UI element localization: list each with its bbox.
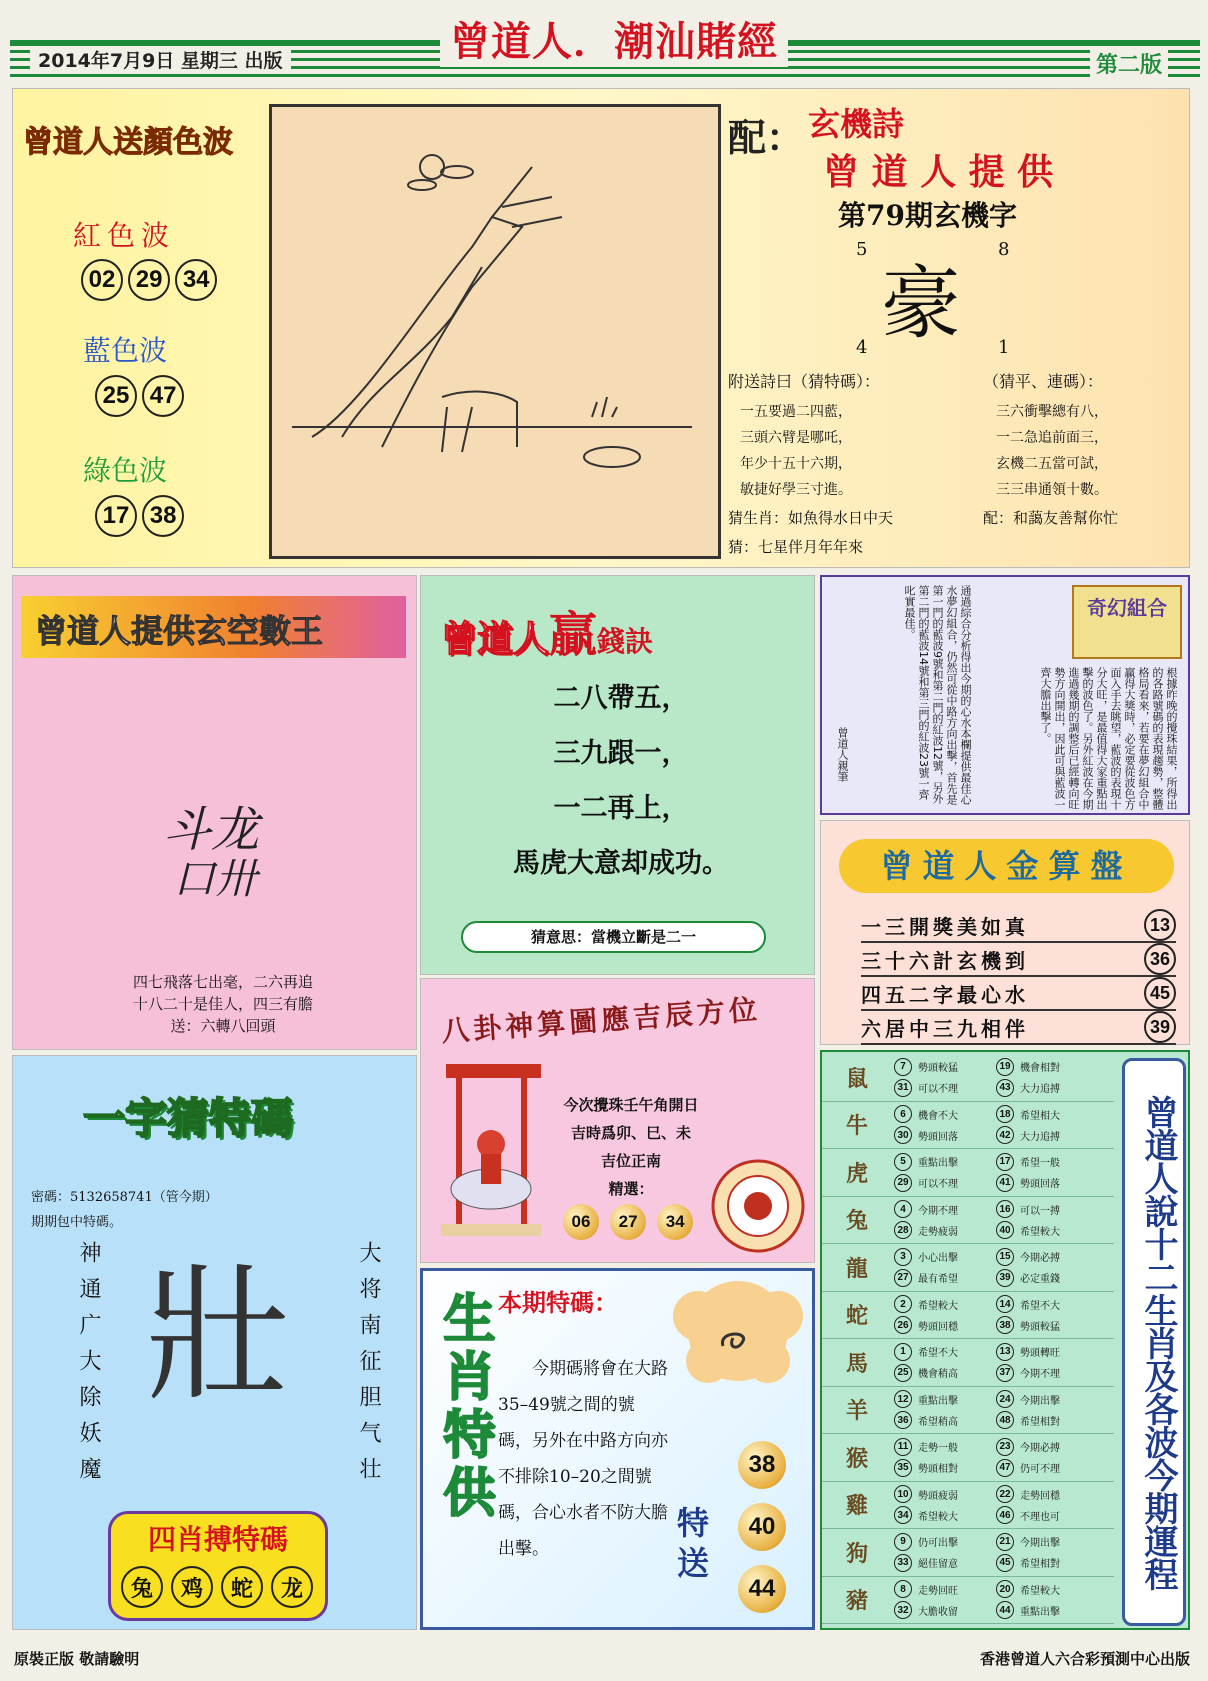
fortune-text: 大膽收留 — [918, 1606, 958, 1618]
red-wave-label: 紅色波 — [73, 219, 176, 252]
header — [10, 10, 1200, 80]
wave-number: 29 — [128, 259, 170, 301]
fortune-text: 仍可不理 — [1020, 1464, 1060, 1476]
fortune-text: 希望不大 — [1020, 1300, 1060, 1312]
zodiac-number: 5 — [894, 1153, 912, 1171]
wave-number: 02 — [81, 259, 123, 301]
zodiac-animal-icon: 雞 — [845, 1494, 868, 1520]
pick-ball: 27 — [610, 1204, 646, 1240]
zodiac-number: 10 — [894, 1485, 912, 1503]
red-wave-numbers — [81, 259, 217, 301]
zodiac-number: 7 — [894, 1058, 912, 1076]
abacus-row — [861, 977, 1176, 1011]
zodiac-number: 20 — [996, 1580, 1014, 1598]
zodiac-number: 24 — [996, 1390, 1014, 1408]
zodiac-row — [822, 1577, 1114, 1625]
issue-label: 第79期玄機字 — [838, 199, 1017, 232]
zodiac-number: 1 — [894, 1343, 912, 1361]
fortune-text: 可以一搏 — [1020, 1205, 1060, 1217]
snake-icon — [668, 1276, 808, 1386]
bagua-title: 八卦神算圖應吉辰方位 — [440, 992, 762, 1049]
fortune-text: 小心出擊 — [918, 1253, 958, 1265]
bagua-panel — [420, 978, 815, 1263]
zodiac-number: 21 — [996, 1533, 1014, 1551]
abacus-text: 三十六計玄機到 — [861, 948, 1029, 973]
compass-icon — [711, 1159, 806, 1254]
corner-num-bl: 4 — [856, 337, 868, 358]
zodiac-hint: 猜生肖：如魚得水日中天 — [728, 509, 894, 527]
zodiac-pick: 龙 — [271, 1566, 313, 1608]
one-char-title: 一字猜特碼 — [83, 1094, 294, 1143]
combo-paragraph: 根據昨晚的攪珠結果，所得出的各路號碼的表現趨勢，整體格局看來，若要在夢幻組合中贏得大獎時，必定要從波色方面入手去眺望，藍波的表現十分大旺，是最值得大家重點出擊的波色了。另外紅波在今期進過幾期的調整后已經轉向旺勢方向開出，因此可與藍波一齊大膽出擊了。 — [1039, 667, 1178, 810]
zodiac-special-panel — [420, 1268, 815, 1630]
bagua-picks — [563, 1204, 693, 1240]
mystery-char: 豪 — [881, 257, 961, 350]
fortune-text: 今期必搏 — [1020, 1253, 1060, 1265]
abacus-number: 45 — [1144, 977, 1176, 1009]
fortune-text: 重點出擊 — [1020, 1606, 1060, 1618]
zodiac-number: 26 — [894, 1316, 912, 1334]
fortune-text: 機會不大 — [918, 1110, 958, 1122]
bagua-line: 吉位正南 — [600, 1152, 661, 1170]
abacus-text: 六居中三九相伴 — [861, 1016, 1029, 1041]
zodiac-number: 36 — [894, 1411, 912, 1429]
verse-line: 馬虎大意却成功。 — [513, 848, 729, 879]
left-poem — [740, 399, 852, 503]
zodiac-number: 44 — [996, 1601, 1014, 1619]
four-zodiac-box — [108, 1511, 328, 1621]
big-char: 壯 — [143, 1249, 294, 1423]
abacus-text: 四五二字最心水 — [861, 982, 1029, 1007]
wave-number: 34 — [175, 259, 217, 301]
wave-number: 38 — [142, 495, 184, 537]
one-char-panel — [12, 1055, 417, 1630]
abacus-number: 36 — [1144, 943, 1176, 975]
zodiac-pick: 兔 — [121, 1566, 163, 1608]
fortune-text: 今期出擊 — [1020, 1538, 1060, 1550]
win-title-part-2: 贏 — [549, 607, 598, 663]
fortune-text: 大力追搏 — [1020, 1131, 1060, 1143]
fortune-text: 最有希望 — [918, 1274, 958, 1286]
zodiac-number: 27 — [894, 1269, 912, 1287]
zodiac-number: 16 — [996, 1200, 1014, 1218]
zodiac-row — [822, 1292, 1114, 1340]
fortune-text: 勢頭較猛 — [918, 1063, 958, 1075]
corner-num-tr: 8 — [998, 239, 1010, 260]
zodiac-number: 25 — [894, 1364, 912, 1382]
zodiac-number: 34 — [894, 1506, 912, 1524]
fortune-text: 希望稍高 — [918, 1416, 958, 1428]
pick-ball: 06 — [563, 1204, 599, 1240]
verse-line: 四七飛落七出毫，二六再追 — [132, 973, 313, 991]
poem-line: 一二急追前面三， — [996, 430, 1108, 446]
zodiac-number: 31 — [894, 1079, 912, 1097]
zodiac-animal-icon: 虎 — [845, 1161, 868, 1187]
fortune-text: 今期不理 — [918, 1205, 958, 1217]
secret-code: 密碼：5132658741（管今期） — [31, 1190, 218, 1205]
bagua-line: 今次攪珠壬午角開日 — [563, 1096, 699, 1114]
zodiac-number: 43 — [996, 1079, 1014, 1097]
fortune-text: 希望較大 — [1020, 1585, 1060, 1597]
zodiac-number: 48 — [996, 1411, 1014, 1429]
win-title-part-3: 錢訣 — [597, 625, 654, 658]
zodiac-number: 11 — [894, 1438, 912, 1456]
fortune-text: 機會稍高 — [918, 1369, 958, 1381]
kongshu-title: 曾道人提供玄空數王 — [21, 596, 406, 658]
verse-line: 送：六轉八回頭 — [170, 1017, 276, 1035]
pei-hint: 配：和藹友善幫你忙 — [983, 509, 1119, 527]
zodiac-number: 13 — [996, 1343, 1014, 1361]
tree-deer-sketch — [272, 107, 718, 556]
win-title-part-1: 曾道人 — [441, 619, 550, 660]
combo-text — [1038, 667, 1178, 812]
corner-num-tl: 5 — [856, 239, 868, 260]
poem-line: 三六衝擊總有八， — [996, 404, 1108, 420]
fortune-text: 可以不理 — [918, 1084, 958, 1096]
abacus-panel — [820, 820, 1190, 1045]
twelve-zodiac-panel — [820, 1050, 1190, 1630]
zodiac-number: 40 — [996, 1221, 1014, 1239]
footer-right: 香港曾道人六合彩預測中心出版 — [979, 1650, 1190, 1668]
kongshu-glyph-2: 口卅 — [173, 854, 258, 903]
right-couplet: 大将南征胆气壮 — [356, 1241, 381, 1493]
zodiac-row — [822, 1149, 1114, 1197]
fortune-text: 今期必搏 — [1020, 1443, 1060, 1455]
fortune-text: 走勢回旺 — [918, 1585, 958, 1597]
special-send-label: 特送 — [672, 1506, 710, 1586]
fortune-text: 勢頭相對 — [918, 1464, 958, 1476]
footer-left: 原裝正版 敬請驗明 — [14, 1650, 140, 1668]
twelve-zodiac-vtitle: 曾道人說十二生肖及各波今期運程 — [1122, 1058, 1186, 1626]
zodiac-row — [822, 1434, 1114, 1482]
zodiac-number: 15 — [996, 1248, 1014, 1266]
zodiac-row — [822, 1054, 1114, 1102]
blue-wave-numbers — [95, 375, 184, 417]
kongshu-glyph-1: 斗龙 — [163, 802, 260, 858]
zodiac-row — [822, 1529, 1114, 1577]
four-zodiac-title: 四肖搏特碼 — [147, 1523, 288, 1556]
zodiac-number: 14 — [996, 1295, 1014, 1313]
general-illustration — [436, 1064, 546, 1239]
zodiac-number: 42 — [996, 1126, 1014, 1144]
fortune-text: 希望較大 — [918, 1511, 958, 1523]
four-zodiac-list — [121, 1566, 313, 1608]
combo-signature: 曾道人親筆 — [836, 727, 849, 782]
zodiac-number: 29 — [894, 1174, 912, 1192]
fortune-text: 重點出擊 — [918, 1158, 958, 1170]
zodiac-number: 47 — [996, 1459, 1014, 1477]
zodiac-animal-icon: 牛 — [845, 1114, 868, 1140]
abacus-row — [861, 909, 1176, 943]
win-title — [441, 596, 653, 665]
fortune-text: 絕佳留意 — [918, 1559, 958, 1571]
zodiac-row — [822, 1387, 1114, 1435]
zodiac-animal-icon: 猴 — [845, 1446, 868, 1472]
fortune-text: 勢頭回落 — [918, 1131, 958, 1143]
pick-ball: 34 — [657, 1204, 693, 1240]
zodiac-number: 18 — [996, 1105, 1014, 1123]
bagua-info — [541, 1091, 721, 1203]
sketch-illustration — [269, 104, 721, 559]
zodiac-number: 45 — [996, 1554, 1014, 1572]
abacus-number: 13 — [1144, 909, 1176, 941]
fortune-text: 希望相大 — [1020, 1110, 1060, 1122]
poem-line: 玄機二五當可試， — [996, 456, 1108, 472]
win-verse — [481, 671, 761, 891]
zodiac-animal-icon: 馬 — [845, 1351, 868, 1377]
zodiac-animal-icon: 鼠 — [845, 1066, 868, 1092]
fortune-text: 希望較大 — [1020, 1226, 1060, 1238]
green-wave-label: 綠色波 — [83, 454, 168, 487]
fortune-text: 走勢疲弱 — [918, 1226, 958, 1238]
zodiac-number: 35 — [894, 1459, 912, 1477]
left-couplet: 神通广大除妖魔 — [76, 1241, 101, 1493]
zodiac-number: 3 — [894, 1248, 912, 1266]
poem-provider: 曾 道 人 提 供 — [823, 152, 1054, 193]
zodiac-special-vtitle: 生肖特供 — [434, 1291, 494, 1523]
fortune-text: 走勢回穩 — [1020, 1490, 1060, 1502]
bagua-compass — [711, 1159, 806, 1258]
zodiac-number: 32 — [894, 1601, 912, 1619]
fortune-text: 大力追搏 — [1020, 1084, 1060, 1096]
zodiac-number: 4 — [894, 1200, 912, 1218]
wave-number: 47 — [142, 375, 184, 417]
special-numbers — [738, 1441, 786, 1613]
fortune-text: 希望一般 — [1020, 1158, 1060, 1170]
guess-hint: 猜：七星伴月年年來 — [728, 538, 864, 556]
win-guess-pill: 猜意思：當機立斷是二一 — [461, 921, 766, 953]
zodiac-number: 23 — [996, 1438, 1014, 1456]
zodiac-number: 12 — [894, 1390, 912, 1408]
zodiac-row — [822, 1339, 1114, 1387]
zodiac-number: 9 — [894, 1533, 912, 1551]
zodiac-number: 2 — [894, 1295, 912, 1313]
zodiac-row — [822, 1102, 1114, 1150]
zodiac-number: 46 — [996, 1506, 1014, 1524]
fortune-text: 希望較大 — [918, 1300, 958, 1312]
fortune-text: 勢頭較猛 — [1020, 1321, 1060, 1333]
zodiac-animal-icon: 龍 — [845, 1256, 868, 1282]
issue-date: 2014年7月9日 星期三 出版 — [30, 46, 291, 73]
fortune-text: 機會相對 — [1020, 1063, 1060, 1075]
zodiac-special-body: 今期碼將會在大路35–49號之間的號碼，另外在中路方向亦不排除10–20之間號碼，合心水者不防大膽出擊。 — [498, 1359, 668, 1559]
fortune-text: 勢頭疲弱 — [918, 1490, 958, 1502]
poem-title: 玄機詩 — [808, 105, 905, 143]
color-wave-title: 曾道人送顏色波 — [23, 125, 233, 160]
wave-number: 25 — [95, 375, 137, 417]
fortune-text: 希望相對 — [1020, 1416, 1060, 1428]
zodiac-animal-icon: 羊 — [845, 1399, 868, 1425]
zodiac-rows — [822, 1054, 1114, 1624]
right-poem-head: （猜平、連碼）： — [983, 372, 1104, 391]
zodiac-animal-icon: 兔 — [845, 1209, 868, 1235]
abacus-row — [861, 943, 1176, 977]
corner-num-br: 1 — [998, 337, 1010, 358]
kongshu-verse — [93, 971, 353, 1037]
zodiac-number: 17 — [996, 1153, 1014, 1171]
zodiac-row — [822, 1244, 1114, 1292]
right-poem — [996, 399, 1108, 503]
fortune-text: 勢頭回落 — [1020, 1179, 1060, 1191]
special-ball: 44 — [738, 1565, 786, 1613]
fortune-text: 勢頭轉旺 — [1020, 1348, 1060, 1360]
special-ball: 40 — [738, 1503, 786, 1551]
zodiac-number: 19 — [996, 1058, 1014, 1076]
verse-line: 一二再上， — [553, 793, 689, 824]
poem-line: 敏捷好學三寸進。 — [740, 482, 852, 498]
zodiac-number: 41 — [996, 1174, 1014, 1192]
zodiac-number: 37 — [996, 1364, 1014, 1382]
abacus-rows — [861, 909, 1176, 1045]
bagua-line: 吉時爲卯、巳、未 — [570, 1124, 691, 1142]
zodiac-number: 33 — [894, 1554, 912, 1572]
zodiac-number: 39 — [996, 1269, 1014, 1287]
pei-label: 配： — [728, 116, 805, 160]
poem-panel — [728, 89, 1188, 569]
fortune-text: 可以不理 — [918, 1179, 958, 1191]
left-poem-head: 附送詩曰（猜特碼）： — [728, 372, 881, 391]
win-money-panel — [420, 575, 815, 975]
poem-line: 三頭六臂是哪吒， — [740, 430, 852, 446]
fortune-text: 希望不大 — [918, 1348, 958, 1360]
zodiac-animal-icon: 蛇 — [845, 1304, 868, 1330]
combo-badge: 奇幻組合 — [1072, 585, 1182, 659]
verse-line: 十八二十是佳人，四三有膽 — [132, 995, 313, 1013]
combo-text-2 — [872, 585, 972, 810]
zodiac-animal-icon: 狗 — [845, 1541, 868, 1567]
poem-line: 一五要過二四藍， — [740, 404, 852, 420]
zodiac-pick: 鸡 — [171, 1566, 213, 1608]
zodiac-row — [822, 1197, 1114, 1245]
fortune-text: 希望相對 — [1020, 1559, 1060, 1571]
abacus-row — [861, 1011, 1176, 1045]
fortune-text: 勢頭回穩 — [918, 1321, 958, 1333]
zodiac-number: 22 — [996, 1485, 1014, 1503]
bagua-line: 精選： — [608, 1180, 654, 1198]
verse-line: 三九跟一， — [553, 738, 689, 769]
abacus-number: 39 — [1144, 1011, 1176, 1043]
fortune-text: 今期出擊 — [1020, 1395, 1060, 1407]
zodiac-pick: 蛇 — [221, 1566, 263, 1608]
horse-rider-icon — [436, 1064, 546, 1239]
one-char-sub: 期期包中特碼。 — [31, 1215, 123, 1230]
fortune-text: 不理也可 — [1020, 1511, 1060, 1523]
zodiac-number: 28 — [894, 1221, 912, 1239]
snake-flower — [668, 1276, 808, 1390]
zodiac-row — [822, 1482, 1114, 1530]
verse-line: 二八帶五， — [553, 683, 689, 714]
fortune-text: 仍可出擊 — [918, 1538, 958, 1550]
poem-line: 三三串通領十數。 — [996, 482, 1108, 498]
zodiac-number: 30 — [894, 1126, 912, 1144]
abacus-title: 曾道人金算盤 — [839, 839, 1174, 893]
top-section — [12, 88, 1190, 568]
zodiac-number: 6 — [894, 1105, 912, 1123]
fortune-text: 今期不理 — [1020, 1369, 1060, 1381]
zodiac-number: 38 — [996, 1316, 1014, 1334]
color-wave-panel — [23, 99, 263, 559]
fortune-text: 走勢一般 — [918, 1443, 958, 1455]
fortune-text: 重點出擊 — [918, 1395, 958, 1407]
fortune-text: 必定重錢 — [1020, 1274, 1060, 1286]
dream-combo-panel — [820, 575, 1190, 815]
special-ball: 38 — [738, 1441, 786, 1489]
edition-label: 第二版 — [1090, 48, 1168, 79]
green-wave-numbers — [95, 495, 184, 537]
combo-paragraph: 通過綜合分析得出今期的心水本欄提供最佳心水夢幻組合，仍然可從中路方向出擊，首先是第一門的藍波9號和第二門的紅波12號，另外第二門的藍波14號和第三門的紅波23號一齊叱實最佳。 — [903, 585, 972, 805]
masthead-title: 曾道人．潮汕賭經 — [440, 10, 788, 67]
zodiac-number: 8 — [894, 1580, 912, 1598]
blue-wave-label: 藍色波 — [83, 334, 168, 367]
zodiac-animal-icon: 豬 — [845, 1589, 868, 1615]
abacus-text: 一三開獎美如真 — [861, 914, 1029, 939]
wave-number: 17 — [95, 495, 137, 537]
zodiac-special-title: 本期特碼： — [498, 1289, 618, 1317]
poem-line: 年少十五十六期， — [740, 456, 852, 472]
kongshu-panel — [12, 575, 417, 1050]
